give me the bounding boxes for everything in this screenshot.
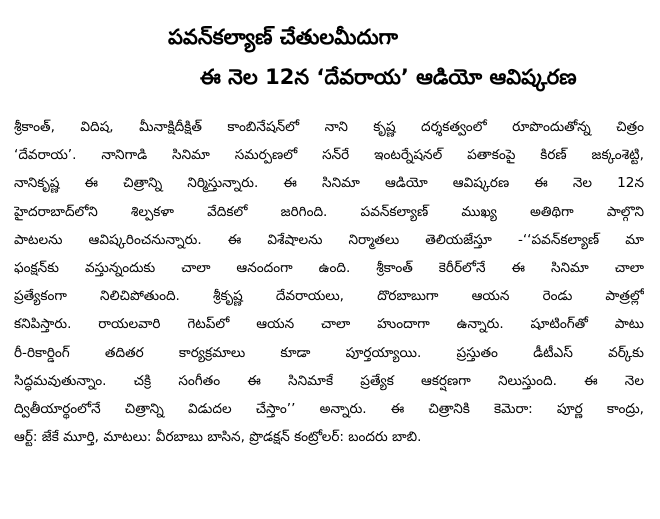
article-line-10: సిద్ధమవుతున్నాం. చక్రి సంగీతం ఈ సినిమాకే ప్రత్యేక ఆకర్షణగా నిలుస్తుంది. ఈ నెల <box>14 372 644 389</box>
article-line-3: నానికృష్ణ ఈ చిత్రాన్ని నిర్మిస్తున్నారు. ఈ సినిమా ఆడియో ఆవిష్కరణ ఈ నెల 12న <box>14 175 644 192</box>
article-line-4: హైదరాబాద్‌లోని శిల్పకళా వేదికలో జరిగింది. పవన్‌కల్యాణ్ ముఖ్య అతిథిగా పాల్గొని <box>14 203 644 220</box>
article-line-7: ప్రత్యేకంగా నిలిచిపోతుంది. శ్రీకృష్ణ దేవరాయలు, దొరబాబుగా ఆయన రెండు పాత్రల్లో <box>14 288 644 305</box>
article-line-12: ఆర్ట్: జేకే మూర్తి, మాటలు: వీరబాబు బాసిన, ప్రొడక్షన్ కంట్రోలర్: బందరు బాబి. <box>14 429 422 446</box>
article-line-2: ‘దేవరాయ’. నానిగాడి సినిమా సమర్పణలో సన్‌రే ఇంటర్నేషనల్ పతాకంపై కిరణ్ జక్కంశెట్టి, <box>14 147 644 164</box>
article-line-11: ద్వితీయార్థంలోనే చిత్రాన్ని విడుదల చేస్తాం’’ అన్నారు. ఈ చిత్రానికి కెమెరా: పూర్ణ కాంద్రు, <box>14 400 644 417</box>
headline <box>0 0 660 100</box>
headline-line-2: ఈ నెల 12న ‘దేవరాయ’ ఆడియో ఆవిష్కరణ <box>200 65 577 89</box>
article-line-8: కనిపిస్తారు. రాయలవారి గెటప్‌లో ఆయన చాలా హుందాగా ఉన్నారు. షూటింగ్‌తో పాటు <box>14 316 644 333</box>
article-line-1: శ్రీకాంత్, విదిష, మీనాక్షిదీక్షిత్ కాంబినేషన్‌లో నాని కృష్ణ దర్శకత్వంలో రూపొందుతోన్న చిత్రం <box>14 119 644 135</box>
headline-line-1: పవన్‌కల్యాణ్ చేతులమీదుగా <box>168 25 398 49</box>
article-line-6: ఫంక్షన్‌కు వస్తున్నందుకు చాలా ఆనందంగా ఉంది. శ్రీకాంత్ కెరీర్‌లోనే ఈ సినిమా చాలా <box>14 259 644 276</box>
article-line-5: పాటలను ఆవిష్కరించనున్నారు. ఈ విశేషాలను నిర్మాతలు తెలియజేస్తూ -‘‘పవన్‌కల్యాణ్ మా <box>14 231 644 248</box>
article-line-9: రీ-రికార్డింగ్ తదితర కార్యక్రమాలు కూడా పూర్తయ్యాయి. ప్రస్తుతం డీటీఎస్ వర్క్‌కు <box>14 344 644 361</box>
article-body <box>14 113 644 451</box>
